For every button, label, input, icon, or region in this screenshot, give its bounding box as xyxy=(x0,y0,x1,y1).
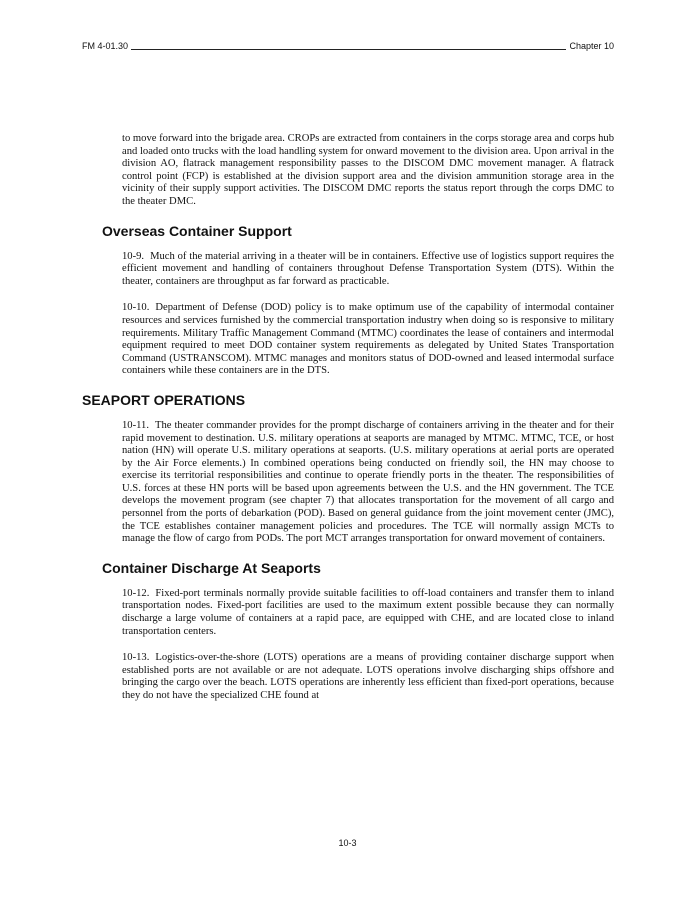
paragraph-number: 10-11. xyxy=(122,419,149,431)
page-body xyxy=(82,133,614,717)
running-header xyxy=(82,41,614,52)
header-manual-number: FM 4-01.30 xyxy=(82,41,129,51)
heading-container-discharge: Container Discharge At Seaports xyxy=(102,559,321,576)
heading-seaport-operations: SEAPORT OPERATIONS xyxy=(82,391,246,408)
paragraph-text: Department of Defense (DOD) policy is to make optimum use of the capability of intermodal container resources and services furnished by the commercial transportation industry when doing so is responsive to military requirements. Military Traffic Management Command (MTMC) coordinates the lease of containers and intermodal equipment required to meet DOD container system requirements as delegated by United States Transportation Command (USTRANSCOM). MTMC manages and monitors status of DOD-owned and leased intermodal surface containers while these containers are in the DTS. xyxy=(122,302,614,377)
intro-paragraph: to move forward into the brigade area. CROPs are extracted from containers in the corps storage area and corps hub and loaded onto trucks with the load handling system for onward movement to the division area. Upon arrival in the division AO, flatrack management responsibility passes to the DISCOM DMC movement manager. A flatrack control point (FCP) is established at the division support area and the division ammunition storage area in the vicinity of their supply support activities. The DISCOM DMC reports the status report through the corps DMC to the theater DMC. xyxy=(122,133,614,207)
paragraph-10-9 xyxy=(122,251,614,289)
paragraph-text: Fixed-port terminals normally provide suitable facilities to off-load containers and transfer them to inland transportation nodes. Fixed-port facilities are used to the maximum extent possible because they can normally discharge a large volume of containers at a rapid pace, are equipped with CHE, and are located close to inland transportation centers. xyxy=(122,587,614,637)
paragraph-text: Logistics-over-the-shore (LOTS) operations are a means of providing container discharge support when established ports are not available or are not adequate. LOTS operations involve discharging ships offshore and bringing the cargo over the beach. LOTS operations are inherently less efficient than fixed-port operations, because they do not have the specialized CHE found at xyxy=(122,652,614,701)
paragraph-10-12 xyxy=(122,588,614,638)
paragraph-10-11 xyxy=(122,420,614,546)
paragraph-text: Much of the material arriving in a theater will be in containers. Effective use of logistics support requires the efficient movement and handling of containers throughout Defense Transportation System (DTS). Within the theater, containers are throughput as far forward as practicable. xyxy=(122,250,614,287)
heading-overseas-container-support: Overseas Container Support xyxy=(102,222,292,239)
paragraph-number: 10-10. xyxy=(122,302,150,314)
paragraph-text: The theater commander provides for the prompt discharge of containers arriving in the theater and for their rapid movement to destination. U.S. military operations at seaports are managed by MTMC. MTMC, TCE, or host nation (HN) will operate U.S. military operations at seaports. (U.S. military operations at aerial ports are operated by the Air Force elements.) In combined operations being conducted on friendly soil, the HN may choose to exercise its territorial responsibilities and continue to operate friendly ports in the theater. The responsibilities of U.S. forces at these HN ports will be based upon agreements between the U.S. and the HN government. The TCE develops the movement program (see chapter 7) that allocates transportation for the movement of all cargo and personnel from the ports of debarkation (POD). Based on general guidance from the joint movement center (JMC), the TCE establishes container management policies and procedures. The TCE will normally assign MCTs to manage the flow of cargo from PODs. The port MCT arranges transportation for onward movement of containers. xyxy=(122,419,614,545)
paragraph-number: 10-9. xyxy=(122,250,145,262)
header-rule xyxy=(131,49,566,50)
paragraph-number: 10-12. xyxy=(122,587,150,599)
paragraph-number: 10-13. xyxy=(122,652,150,664)
header-chapter: Chapter 10 xyxy=(569,41,614,51)
page-number: 10-3 xyxy=(338,838,357,848)
paragraph-10-13 xyxy=(122,652,614,702)
paragraph-10-10 xyxy=(122,302,614,378)
